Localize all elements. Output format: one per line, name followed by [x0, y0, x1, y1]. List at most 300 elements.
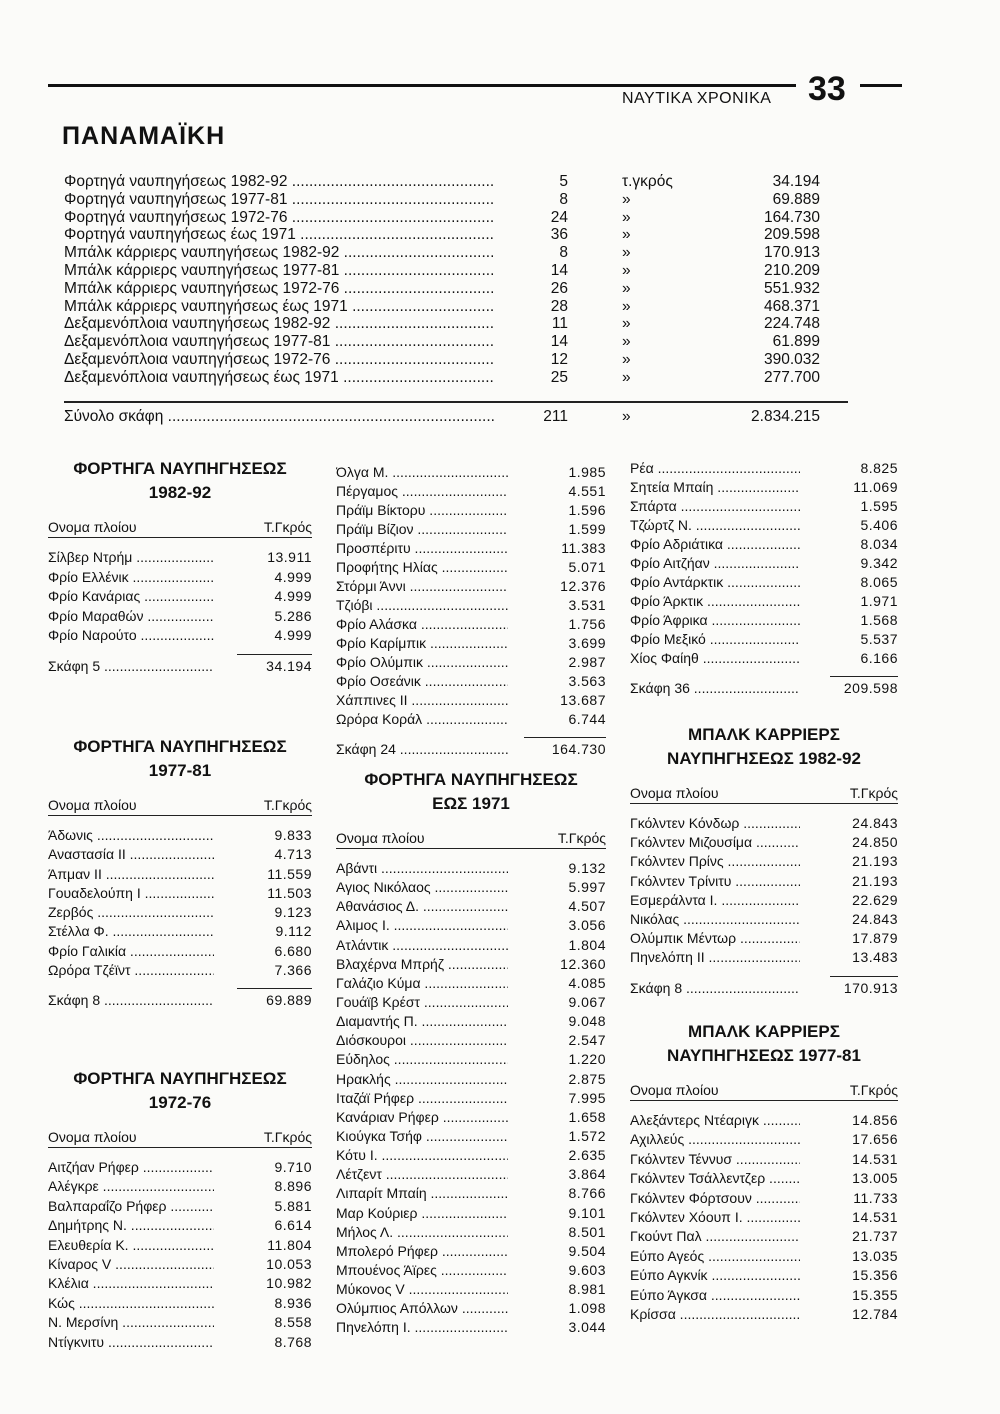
ship-name: Αχιλλεύς ..... [630, 1130, 800, 1149]
ship-tonnage: 5.537 [860, 631, 898, 647]
ship-name: Άπμαν ΙΙ ..... [48, 865, 214, 884]
ship-tonnage: 2.875 [568, 1070, 606, 1087]
table-row [336, 520, 606, 539]
ship-tonnage: 9.067 [568, 993, 606, 1010]
ship-tonnage: 5.071 [568, 559, 606, 575]
table-row [630, 1266, 898, 1285]
ship-name: Αιτζήαν Ρήφερ ..... [48, 1158, 214, 1177]
ship-name: Κανάριαν Ρήφερ ..... [336, 1108, 508, 1127]
table-row [336, 993, 606, 1012]
summary-row-value: 390.032 [763, 350, 820, 368]
table-row [336, 501, 606, 520]
summary-total-count: 211 [543, 408, 568, 425]
summary-row-value: 164.730 [763, 208, 820, 226]
table-row [48, 942, 312, 961]
ship-tonnage: 10.053 [266, 1255, 312, 1272]
ship-name: Κλέλια ..... [48, 1274, 214, 1293]
ship-name: Εύπο Άγκσα ..... [630, 1286, 800, 1305]
ship-tonnage: 1.985 [568, 464, 606, 480]
ship-tonnage: 8.825 [860, 460, 898, 476]
ship-tonnage: 13.687 [560, 692, 606, 708]
table-row [48, 1333, 312, 1352]
summary-row-label: Φορτηγά ναυπηγήσεως 1977-81 ..... [64, 191, 494, 209]
ship-name: Στόρμι Άννι ..... [336, 577, 508, 596]
ship-tonnage: 13.483 [852, 949, 898, 966]
ship-name: Εύδηλος ..... [336, 1050, 508, 1069]
ship-tonnage: 5.997 [568, 879, 606, 896]
ship-tonnage: 17.879 [852, 930, 898, 947]
summary-row-value: 34.194 [772, 173, 820, 190]
column-header-name: Ονομα πλοίου [48, 519, 137, 535]
table-row [48, 626, 312, 646]
table-heading-line1: ΜΠΑΛΚ ΚΑΡΡΙΕΡΣ [688, 1022, 840, 1041]
table-row [48, 1197, 312, 1216]
ship-tonnage: 6.166 [860, 650, 898, 666]
ship-name: Ολύμπικ Μέντωρ ..... [630, 929, 800, 948]
table-row [48, 826, 312, 845]
ship-tonnage: 24.843 [852, 910, 898, 927]
table-row [336, 1280, 606, 1299]
table-row [336, 1318, 606, 1337]
table-row [336, 1242, 606, 1261]
table-heading-line1: ΜΠΑΛΚ ΚΑΡΡΙΕΡΣ [688, 725, 840, 744]
ship-name: Γκόλντεν Τέννυσ ..... [630, 1150, 800, 1169]
ship-tonnage: 2.547 [568, 1032, 606, 1049]
table-row [630, 554, 898, 573]
table-row [48, 1158, 312, 1177]
ship-tonnage: 1.596 [568, 502, 606, 518]
ship-tonnage: 6.614 [274, 1217, 312, 1234]
table-row [336, 1127, 606, 1146]
summary-row-value: 61.899 [772, 333, 820, 351]
summary-row [64, 226, 854, 244]
ship-tonnage: 14.856 [852, 1112, 898, 1128]
ship-name: Ν. Μερσίνη ..... [48, 1313, 214, 1332]
ship-name: Φρίο Αιτζήαν ..... [630, 554, 800, 573]
table-heading [48, 457, 312, 505]
summary-row [64, 369, 854, 387]
summary-row-count: 14 [550, 261, 568, 279]
ship-tonnage: 11.503 [267, 884, 312, 901]
summary-row-count: 11 [551, 315, 568, 333]
ship-tonnage: 6.680 [274, 942, 312, 959]
table-total [336, 738, 606, 760]
ship-tonnage: 24.843 [852, 815, 898, 831]
summary-row [64, 333, 854, 351]
table-row [48, 1236, 312, 1255]
ship-tonnage: 21.737 [852, 1228, 898, 1245]
total-label: Σκάφη 36 ..... [630, 677, 800, 699]
summary-row-unit: » [622, 190, 631, 208]
column-header-name: Ονομα πλοίου [48, 1129, 137, 1145]
summary-row-label: Μπάλκ κάρριερς ναυπηγήσεως 1972-76 ..... [64, 280, 494, 298]
ship-tonnage: 12.376 [560, 578, 606, 594]
table-total [630, 677, 898, 699]
table-row [336, 558, 606, 577]
ship-name: Νικόλας ..... [630, 910, 800, 929]
table-row [630, 1208, 898, 1227]
total-value: 164.730 [551, 741, 606, 757]
table-bulk-77-81 [630, 1020, 898, 1324]
ship-tonnage: 11.383 [561, 540, 606, 556]
summary-row-label: Δεξαμενόπλοια ναυπηγήσεως 1972-76 ..... [64, 351, 494, 369]
ship-tonnage: 9.710 [274, 1159, 312, 1175]
summary-row [64, 244, 854, 262]
ship-tonnage: 15.355 [852, 1286, 898, 1303]
ship-name: Αλεξάντερς Ντέαριγκ ..... [630, 1111, 800, 1130]
ship-name: Προσπέριτυ ..... [336, 539, 508, 558]
ship-tonnage: 5.881 [274, 1197, 312, 1214]
table-heading-line2: 1982-92 [148, 483, 212, 502]
ship-tonnage: 1.971 [860, 593, 898, 609]
ship-tonnage: 4.999 [274, 568, 312, 585]
table-row [48, 607, 312, 627]
table-row [336, 1012, 606, 1031]
ship-tonnage: 15.356 [852, 1267, 898, 1284]
table-row [630, 516, 898, 535]
ship-tonnage: 10.982 [266, 1275, 312, 1292]
ship-tonnage: 8.896 [274, 1178, 312, 1195]
ship-tonnage: 5.406 [860, 517, 898, 533]
table-row [336, 615, 606, 634]
table-row [48, 961, 312, 980]
ship-tonnage: 17.656 [852, 1131, 898, 1148]
ship-name: Γκόλντεν Χόουπ Ι. ..... [630, 1208, 800, 1227]
summary-row-unit: » [622, 261, 631, 279]
total-label: Σκάφη 8 ..... [630, 977, 800, 999]
summary-row-unit: » [622, 244, 631, 262]
summary-row-label: Μπάλκ κάρριερς ναυπηγήσεως 1982-92 ..... [64, 244, 494, 262]
ship-name: Τζιόβι ..... [336, 596, 508, 615]
table-row [336, 634, 606, 653]
summary-row [64, 280, 854, 298]
table-heading [630, 723, 898, 771]
ship-name: Σίλβερ Ντρήμ ..... [48, 548, 214, 568]
ship-name: Ηρακλής ..... [336, 1070, 508, 1089]
table-cargo-to-71 [336, 768, 606, 1338]
summary-row-label: Δεξαμενόπλοια ναυπηγήσεως έως 1971 ..... [64, 369, 494, 387]
table-row [630, 833, 898, 852]
summary-total-label: Σύνολο σκάφη ..... [64, 408, 494, 426]
ship-name: Πέργαμος ..... [336, 482, 508, 501]
ship-tonnage: 9.504 [568, 1242, 606, 1259]
table-row [48, 922, 312, 941]
table-header [630, 783, 898, 804]
table-row [336, 1261, 606, 1280]
ship-name: Μύκονος V ..... [336, 1280, 508, 1299]
ship-name: Ρέα ..... [630, 459, 800, 478]
ship-name: Αναστασία ΙΙ ..... [48, 845, 214, 864]
ship-tonnage: 13.005 [852, 1170, 898, 1187]
ship-tonnage: 9.101 [568, 1204, 606, 1221]
ship-tonnage: 8.034 [860, 536, 898, 552]
ship-tonnage: 9.123 [274, 904, 312, 921]
table-header [48, 795, 312, 816]
header-rule-right [860, 84, 902, 87]
ship-name: Διόσκουροι ..... [336, 1031, 508, 1050]
column-header-name: Ονομα πλοίου [48, 797, 137, 813]
ship-tonnage: 11.804 [267, 1236, 312, 1253]
column-header-tons: Τ.Γκρός [263, 797, 312, 813]
summary-row-count: 8 [559, 190, 568, 208]
ship-name: Κίναρος V ..... [48, 1255, 214, 1274]
table-heading-line2: 1972-76 [148, 1093, 212, 1112]
ship-name: Ντίγκνιτυ ..... [48, 1333, 214, 1352]
ship-tonnage: 11.559 [267, 865, 312, 882]
summary-row-count: 25 [550, 368, 568, 386]
ship-tonnage: 22.629 [852, 891, 898, 908]
ship-name: Κιούγκα Τσήφ ..... [336, 1127, 508, 1146]
ship-name: Λέτζεντ ..... [336, 1165, 508, 1184]
ship-name: Γκόλντεν Τσάλλεντζερ ..... [630, 1169, 800, 1188]
ship-tonnage: 4.085 [568, 974, 606, 991]
summary-row-count: 36 [550, 226, 568, 244]
table-row [630, 592, 898, 611]
summary-row-count: 28 [550, 297, 568, 315]
ship-name: Ελευθερία Κ. ..... [48, 1236, 214, 1255]
ship-tonnage: 8.766 [568, 1185, 606, 1202]
table-row [336, 916, 606, 935]
ship-tonnage: 6.744 [568, 711, 606, 727]
ship-name: Ολύμπιος Απόλλων ..... [336, 1299, 508, 1318]
summary-row-value: 468.371 [763, 297, 820, 315]
table-row [630, 1189, 898, 1208]
table-heading [630, 1020, 898, 1068]
ship-tonnage: 2.987 [568, 654, 606, 670]
table-total [48, 655, 312, 677]
table-row [336, 577, 606, 596]
ship-name: Άδωνις ..... [48, 826, 214, 845]
ship-tonnage: 9.048 [568, 1013, 606, 1030]
table-row [336, 955, 606, 974]
ship-name: Ζερβός ..... [48, 903, 214, 922]
ship-tonnage: 4.999 [274, 627, 312, 643]
ship-name: Δημήτρης Ν. ..... [48, 1216, 214, 1235]
ship-tonnage: 14.531 [852, 1208, 898, 1225]
summary-row-label: Δεξαμενόπλοια ναυπηγήσεως 1977-81 ..... [64, 333, 494, 351]
table-header [630, 1080, 898, 1101]
ship-name: Μαρ Κούριερ ..... [336, 1204, 508, 1223]
ship-tonnage: 1.595 [860, 498, 898, 514]
ship-tonnage: 9.603 [568, 1261, 606, 1278]
summary-row-unit: τ.γκρός [622, 173, 673, 190]
ship-name: Χίος Φαίηθ ..... [630, 649, 800, 668]
ship-name: Γκόλντεν Κόνδωρ ..... [630, 814, 800, 833]
table-heading-line2: ΝΑΥΠΗΓΗΣΕΩΣ 1982-92 [667, 749, 861, 768]
summary-row-count: 8 [559, 244, 568, 262]
summary-row-unit: » [622, 333, 631, 351]
ship-name: Στέλλα Φ. ..... [48, 922, 214, 941]
ship-name: Φρίο Κανάριας ..... [48, 587, 214, 607]
summary-row-unit: » [622, 226, 631, 244]
ship-tonnage: 7.366 [274, 962, 312, 979]
summary-row [64, 209, 854, 227]
table-header [336, 828, 606, 849]
ship-name: Κρίσσα ..... [630, 1305, 800, 1324]
table-header [48, 517, 312, 538]
ship-name: Ατλάντικ ..... [336, 936, 508, 955]
ship-name: Φρίο Οσεάνικ ..... [336, 672, 508, 691]
summary-row [64, 262, 854, 280]
table-total [48, 989, 312, 1011]
table-row [336, 1108, 606, 1127]
summary-row-label: Φορτηγά ναυπηγήσεως 1982-92 ..... [64, 173, 494, 191]
summary-row-count: 26 [550, 279, 568, 297]
table-heading-line2: 1977-81 [148, 761, 212, 780]
table-bulk-82-92 [630, 723, 898, 999]
ship-tonnage: 4.999 [274, 588, 312, 604]
table-row [630, 872, 898, 891]
ship-name: Φρίο Γαλικία ..... [48, 942, 214, 961]
table-row [48, 1177, 312, 1196]
table-row [336, 1146, 606, 1165]
summary-row-unit: » [622, 297, 631, 315]
ship-name: Ωρόρα Τζέϊντ ..... [48, 961, 214, 980]
ship-name: Πράϊμ Βίζιον ..... [336, 520, 508, 539]
summary-total [64, 408, 854, 426]
ship-tonnage: 9.342 [860, 555, 898, 571]
ship-tonnage: 21.193 [852, 853, 898, 870]
table-heading [336, 768, 606, 816]
ship-name: Αλιμος Ι. ..... [336, 916, 508, 935]
total-label: Σκάφη 24 ..... [336, 738, 508, 760]
ship-tonnage: 3.699 [568, 635, 606, 651]
table-row [48, 1274, 312, 1293]
table-row [48, 865, 312, 884]
table-row [630, 459, 898, 478]
summary-row-count: 12 [550, 350, 568, 368]
column-header-tons: Τ.Γκρός [263, 1129, 312, 1145]
summary-row [64, 191, 854, 209]
summary-row-label: Μπάλκ κάρριερς ναυπηγήσεως 1977-81 ..... [64, 262, 494, 280]
table-row [630, 1305, 898, 1324]
ship-name: Γκόλντεν Φόρτσουν ..... [630, 1189, 800, 1208]
total-value: 209.598 [843, 680, 898, 696]
ship-name: Ωρόρα Κοράλ ..... [336, 710, 508, 729]
table-row [630, 1150, 898, 1169]
table-row [48, 903, 312, 922]
table-row [336, 1070, 606, 1089]
table-row [48, 845, 312, 864]
summary-row-unit: » [622, 315, 631, 333]
table-row [630, 891, 898, 910]
table-row [336, 672, 606, 691]
table-cargo-77-81 [48, 735, 312, 1011]
table-row [48, 1313, 312, 1332]
column-header-tons: Τ.Γκρός [849, 785, 898, 801]
ship-tonnage: 13.035 [852, 1247, 898, 1264]
table-heading-line2: ΕΩΣ 1971 [432, 794, 510, 813]
summary-row-unit: » [622, 279, 631, 297]
column-header-tons: Τ.Γκρός [849, 1082, 898, 1098]
table-cargo-to-71-cont [630, 459, 898, 699]
ship-tonnage: 9.112 [275, 923, 312, 940]
summary-row-count: 24 [550, 208, 568, 226]
column-header-tons: Τ.Γκρός [557, 830, 606, 846]
ship-tonnage: 11.733 [853, 1189, 898, 1206]
ship-name: Γουάϊβ Κρέστ ..... [336, 993, 508, 1012]
table-row [336, 463, 606, 482]
ship-tonnage: 3.056 [568, 917, 606, 934]
ship-name: Φρίο Αλάσκα ..... [336, 615, 508, 634]
table-total [630, 977, 898, 999]
table-row [336, 1165, 606, 1184]
ship-name: Εσμεράλντα Ι. ..... [630, 891, 800, 910]
table-header [48, 1127, 312, 1148]
ship-tonnage: 8.981 [568, 1281, 606, 1298]
summary-row-value: 170.913 [763, 244, 820, 262]
summary-row [64, 298, 854, 316]
header-rule [48, 84, 796, 87]
table-row [336, 482, 606, 501]
table-row [336, 1031, 606, 1050]
table-cargo-72-76-cont [336, 463, 606, 760]
ship-tonnage: 1.756 [568, 616, 606, 632]
table-row [336, 878, 606, 897]
table-heading-line1: ΦΟΡΤΗΓΑ ΝΑΥΠΗΓΗΣΕΩΣ [73, 459, 287, 478]
ship-tonnage: 13.911 [267, 549, 312, 565]
table-row [630, 1111, 898, 1130]
ship-tonnage: 8.936 [274, 1294, 312, 1311]
ship-tonnage: 8.065 [860, 574, 898, 590]
ship-name: Γκόλντεν Τρίνιτυ ..... [630, 872, 800, 891]
table-row [630, 814, 898, 833]
ship-name: Πηνελόπη ΙΙ ..... [630, 948, 800, 967]
ship-name: Αθανάσιος Δ. ..... [336, 897, 508, 916]
table-row [630, 929, 898, 948]
summary-row-unit: » [622, 368, 631, 386]
ship-name: Πράϊμ Βίκτορυ ..... [336, 501, 508, 520]
summary-table [64, 173, 854, 387]
table-row [336, 1050, 606, 1069]
table-row [48, 548, 312, 568]
ship-tonnage: 4.507 [568, 898, 606, 915]
ship-name: Γαλάζιο Κύμα ..... [336, 974, 508, 993]
summary-row-count: 5 [559, 173, 568, 190]
table-cargo-72-76 [48, 1067, 312, 1352]
ship-name: Φρίο Μαραθών ..... [48, 607, 214, 627]
ship-tonnage: 12.784 [852, 1305, 898, 1322]
summary-row-value: 224.748 [763, 315, 820, 333]
table-row [630, 649, 898, 668]
ship-name: Φρίο Άφρικα ..... [630, 611, 800, 630]
ship-tonnage: 24.850 [852, 834, 898, 851]
summary-row-label: Φορτηγά ναυπηγήσεως 1972-76 ..... [64, 209, 494, 227]
ship-name: Γουαδελούπη Ι ..... [48, 884, 214, 903]
table-heading [48, 1067, 312, 1115]
table-row [630, 910, 898, 929]
column-header-name: Ονομα πλοίου [336, 830, 425, 846]
ship-name: Γκόλντεν Μιζουσίμα ..... [630, 833, 800, 852]
table-row [48, 1294, 312, 1313]
ship-name: Πηνελόπη Ι. ..... [336, 1318, 508, 1337]
table-row [630, 1169, 898, 1188]
table-row [48, 587, 312, 607]
ship-name: Φρίο Καρίμπικ ..... [336, 634, 508, 653]
table-row [336, 1299, 606, 1318]
total-label: Σκάφη 8 ..... [48, 989, 214, 1011]
total-value: 69.889 [266, 992, 312, 1009]
ship-tonnage: 21.193 [852, 872, 898, 889]
table-row [630, 852, 898, 871]
ship-tonnage: 9.833 [274, 827, 312, 843]
table-row [336, 897, 606, 916]
ship-name: Φρίο Ολύμπικ ..... [336, 653, 508, 672]
ship-name: Μήλος Λ. ..... [336, 1223, 508, 1242]
table-row [336, 1223, 606, 1242]
summary-row-label: Φορτηγά ναυπηγήσεως έως 1971 ..... [64, 226, 494, 244]
ship-tonnage: 1.098 [568, 1300, 606, 1317]
